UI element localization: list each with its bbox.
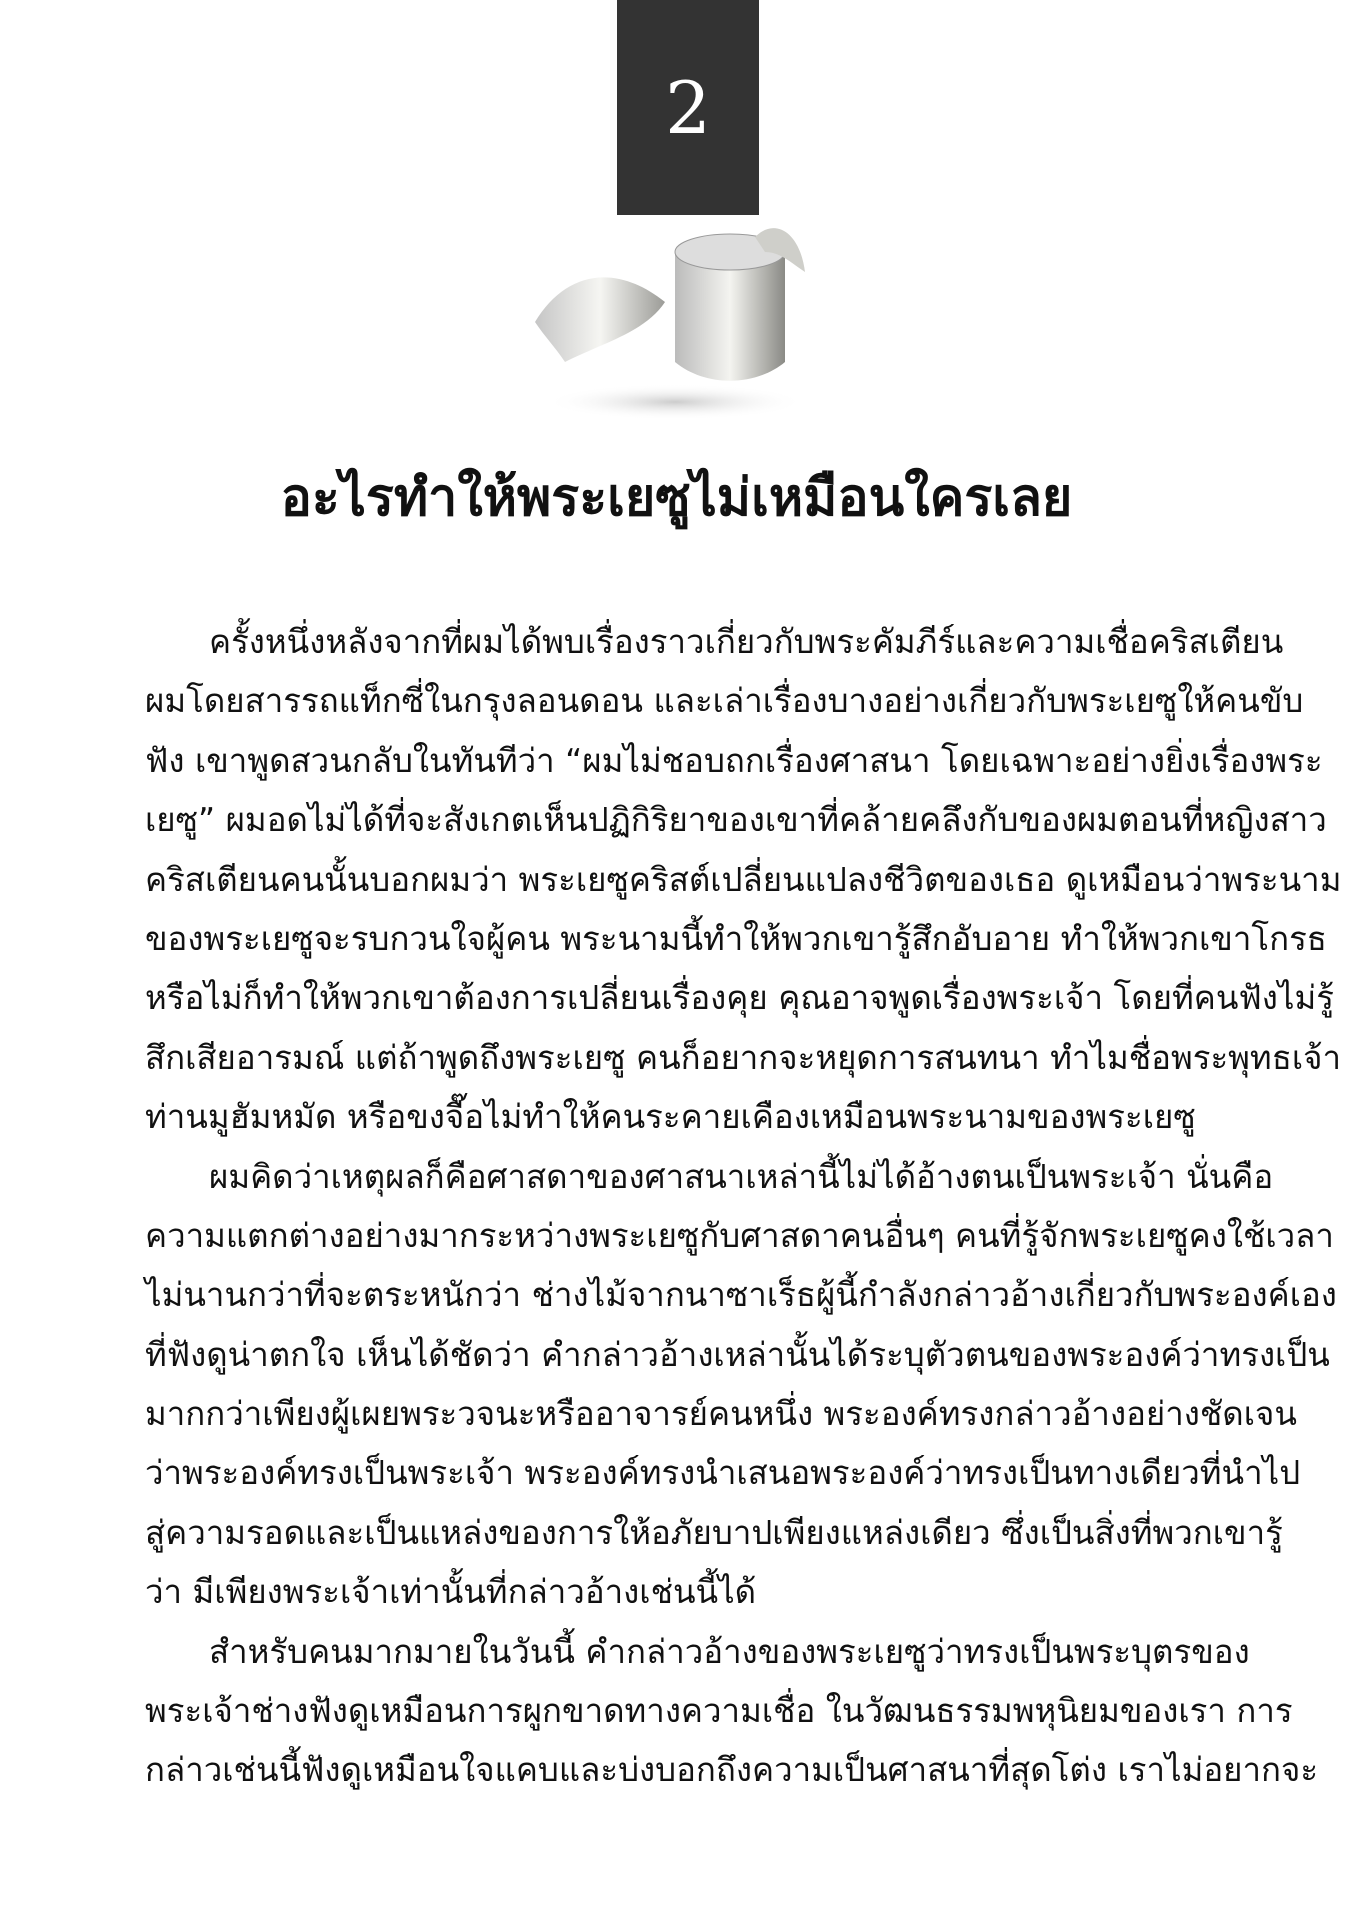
text-line: ฟัง เขาพูดสวนกลับในทันทีว่า “ผมไม่ชอบถกเรื่องศาสนา โดยเฉพาะอย่างยิ่งเรื่องพระ xyxy=(145,740,1323,780)
body-text xyxy=(145,612,1342,1800)
text-line: ของพระเยซูจะรบกวนใจผู้คน พระนามนี้ทำให้พวกเขารู้สึกอับอาย ทำให้พวกเขาโกรธ xyxy=(145,918,1327,958)
text-line: มากกว่าเพียงผู้เผยพระวจนะหรืออาจารย์คนหนึ่ง พระองค์ทรงกล่าวอ้างอย่างชัดเจน xyxy=(145,1394,1297,1434)
chapter-number: 2 xyxy=(665,65,711,150)
text-line: เยซู” ผมอดไม่ได้ที่จะสังเกตเห็นปฏิกิริยาของเขาที่คล้ายคลึงกับของผมตอนที่หญิงสาว xyxy=(145,800,1327,840)
text-line: ว่าพระองค์ทรงเป็นพระเจ้า พระองค์ทรงนำเสนอพระองค์ว่าทรงเป็นทางเดียวที่นำไป xyxy=(145,1453,1301,1493)
text-line: กล่าวเช่นนี้ฟังดูเหมือนใจแคบและบ่งบอกถึงความเป็นศาสนาที่สุดโต่ง เราไม่อยากจะ xyxy=(145,1750,1319,1790)
text-line: สู่ความรอดและเป็นแหล่งของการให้อภัยบาปเพียงแหล่งเดียว ซึ่งเป็นสิ่งที่พวกเขารู้ xyxy=(145,1512,1283,1552)
text-line: ผมคิดว่าเหตุผลก็คือศาสดาของศาสนาเหล่านี้ไม่ได้อ้างตนเป็นพระเจ้า นั่นคือ xyxy=(209,1156,1274,1196)
chapter-number-box xyxy=(617,0,759,215)
text-line: ไม่นานกว่าที่จะตระหนักว่า ช่างไม้จากนาซาเร็ธผู้นี้กำลังกล่าวอ้างเกี่ยวกับพระองค์เอง xyxy=(145,1275,1337,1315)
text-line: คริสเตียนคนนั้นบอกผมว่า พระเยซูคริสต์เปลี่ยนแปลงชีวิตของเธอ ดูเหมือนว่าพระนาม xyxy=(145,859,1342,899)
text-line: ที่ฟังดูน่าตกใจ เห็นได้ชัดว่า คำกล่าวอ้างเหล่านั้นได้ระบุตัวตนของพระองค์ว่าทรงเป็น xyxy=(145,1334,1330,1374)
text-line: ท่านมูฮัมหมัด หรือขงจื๊อไม่ทำให้คนระคายเคืองเหมือนพระนามของพระเยซู xyxy=(145,1097,1196,1137)
wood-shaving-ribbon-illustration xyxy=(525,212,820,422)
text-line: ครั้งหนึ่งหลังจากที่ผมได้พบเรื่องราวเกี่ยวกับพระคัมภีร์และความเชื่อคริสเตียน xyxy=(209,622,1284,661)
text-line: ผมโดยสารรถแท็กซี่ในกรุงลอนดอน และเล่าเรื่องบางอย่างเกี่ยวกับพระเยซูให้คนขับ xyxy=(145,681,1304,721)
text-line: สึกเสียอารมณ์ แต่ถ้าพูดถึงพระเยซู คนก็อยากจะหยุดการสนทนา ทำไมชื่อพระพุทธเจ้า xyxy=(145,1037,1341,1077)
text-line: หรือไม่ก็ทำให้พวกเขาต้องการเปลี่ยนเรื่องคุย คุณอาจพูดเรื่องพระเจ้า โดยที่คนฟังไม่รู้ xyxy=(145,978,1334,1018)
text-line: พระเจ้าช่างฟังดูเหมือนการผูกขาดทางความเชื่อ ในวัฒนธรรมพหุนิยมของเรา การ xyxy=(145,1691,1293,1731)
text-line: ว่า มีเพียงพระเจ้าเท่านั้นที่กล่าวอ้างเช่นนี้ได้ xyxy=(145,1572,757,1612)
chapter-title: อะไรทำให้พระเยซูไม่เหมือนใครเลย xyxy=(280,468,1073,528)
text-line: ความแตกต่างอย่างมากระหว่างพระเยซูกับศาสดาคนอื่นๆ คนที่รู้จักพระเยซูคงใช้เวลา xyxy=(145,1215,1334,1255)
text-line: สำหรับคนมากมายในวันนี้ คำกล่าวอ้างของพระเยซูว่าทรงเป็นพระบุตรของ xyxy=(209,1631,1250,1671)
